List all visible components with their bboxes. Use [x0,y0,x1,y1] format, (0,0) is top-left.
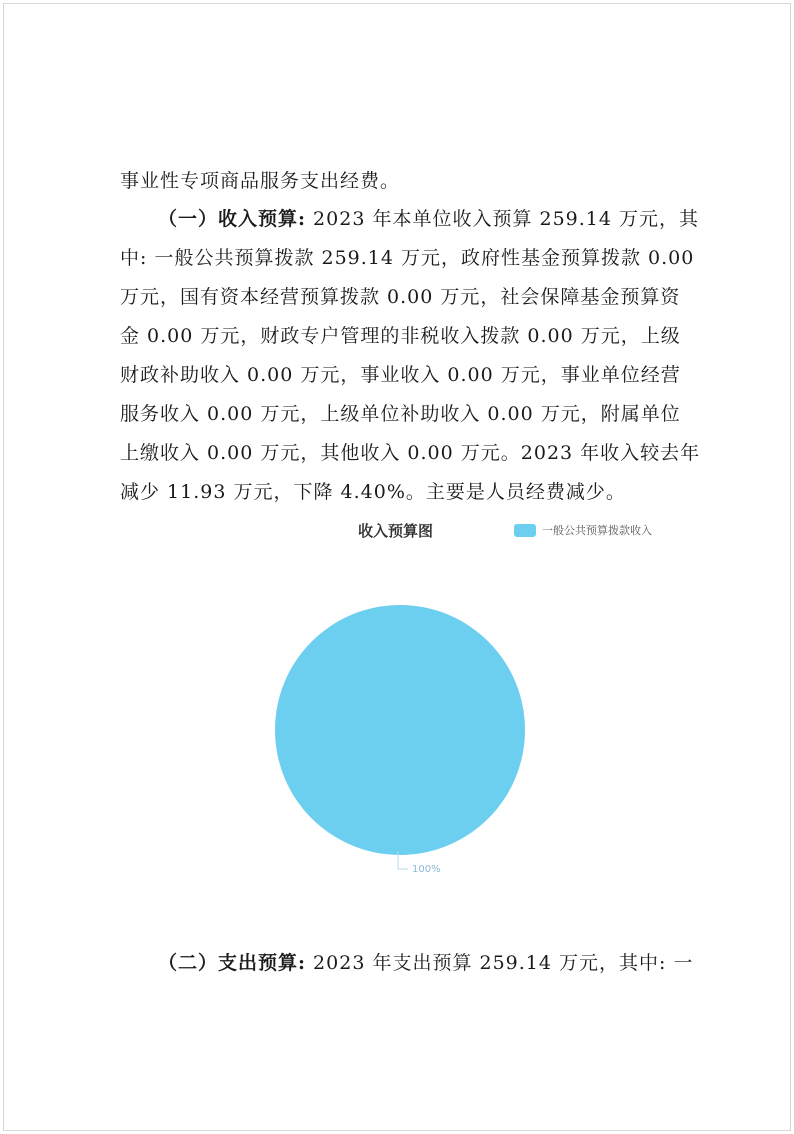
pie-slice [275,605,525,855]
text-line: 减少 11.93 万元，下降 4.40%。主要是人员经费减少。 [120,481,626,503]
legend-swatch [514,524,536,537]
paragraph-expense-budget [120,944,694,983]
text-line [120,944,694,983]
text-line: 财政补助收入 0.00 万元，事业收入 0.00 万元，事业单位经营 [120,364,681,386]
text-line: 事业性专项商品服务支出经费。 [120,170,401,192]
text-segment: 2023 年支出预算 259.14 万元，其中: 一 [306,952,694,974]
text-line: 金 0.00 万元，财政专户管理的非税收入拨款 0.00 万元，上级 [120,325,681,347]
income-pie-chart [260,590,540,870]
text-line: 中: 一般公共预算拨款 259.14 万元，政府性基金预算拨款 0.00 [120,247,695,269]
text-line: 服务收入 0.00 万元，上级单位补助收入 0.00 万元，附属单位 [120,403,681,425]
text-line: 上缴收入 0.00 万元，其他收入 0.00 万元。2023 年收入较去年 [120,442,701,464]
chart-title: 收入预算图 [358,522,434,540]
section-heading-expense: （二）支出预算: [158,952,307,974]
text-line: 万元，国有资本经营预算拨款 0.00 万元，社会保障基金预算资 [120,286,681,308]
paragraph-income-budget [120,200,701,512]
legend-label: 一般公共预算拨款收入 [542,524,652,537]
section-heading-income: （一）收入预算: [158,208,307,230]
chart-legend [514,522,652,538]
paragraph-intro [120,162,680,201]
text-line [120,200,700,239]
text-segment: 2023 年本单位收入预算 259.14 万元，其 [306,208,700,230]
pie-percent-label: 100% [412,864,441,875]
